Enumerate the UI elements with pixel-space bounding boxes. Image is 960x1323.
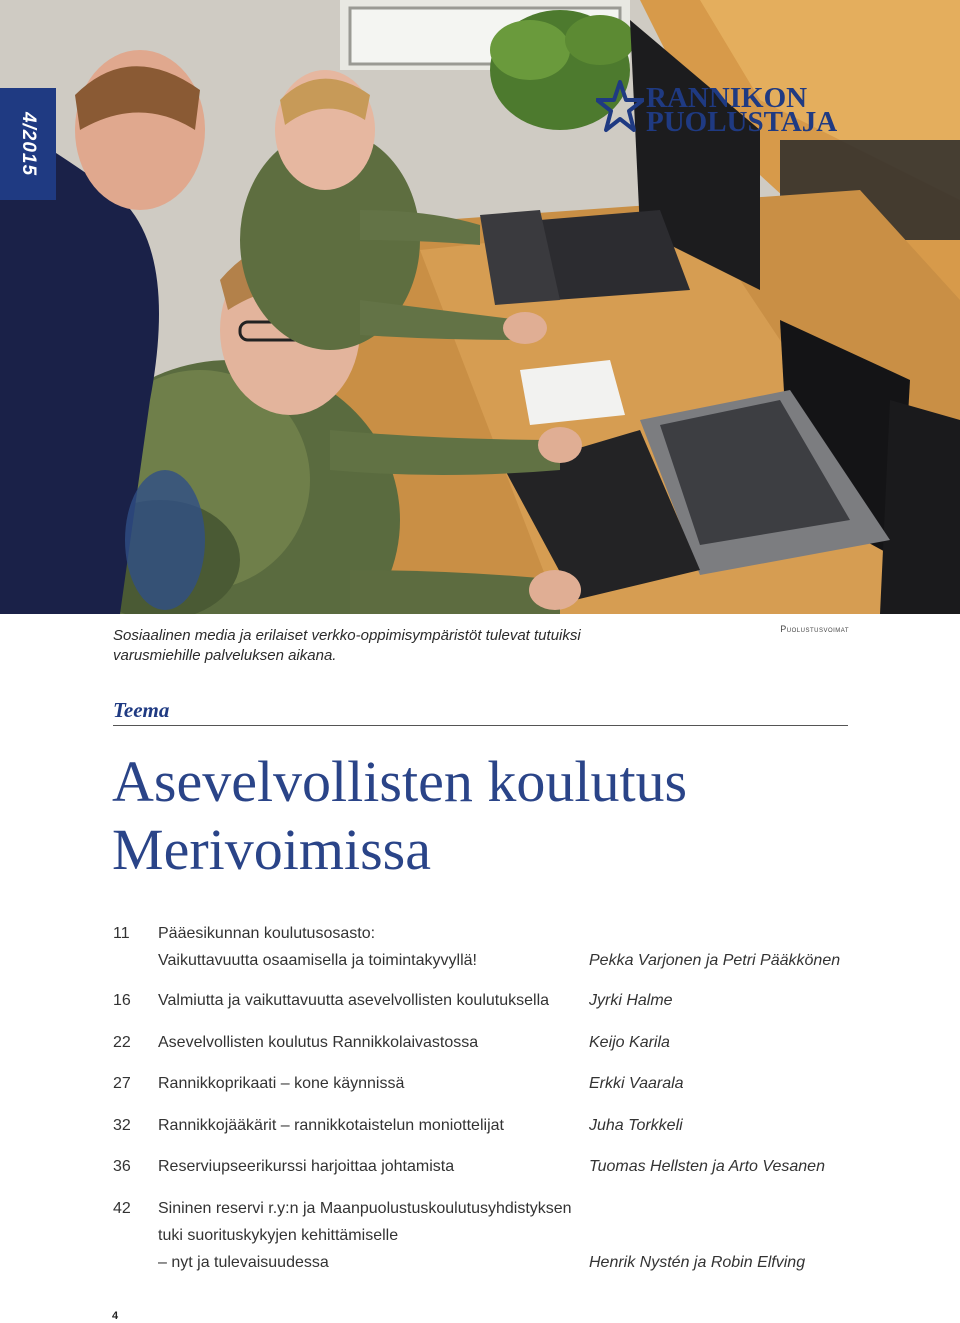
toc-title-line: Sininen reservi r.y:n ja Maanpuolustuskoulutusyhdistyksen (158, 1200, 572, 1217)
toc-page-number: 22 (113, 1034, 131, 1051)
section-label: Teema (113, 698, 170, 722)
section-divider (113, 725, 848, 726)
photo-caption (113, 626, 613, 666)
photo-credit: Puolustusvoimat (780, 624, 849, 634)
toc-title (158, 1070, 618, 1097)
toc-title (158, 1153, 618, 1180)
page-number: 4 (112, 1310, 119, 1322)
issue-tab-label: 4/2015 (18, 111, 39, 177)
caption-line-2: varusmiehille palveluksen aikana. (113, 647, 337, 664)
toc-page-number: 16 (113, 992, 131, 1009)
toc-author: Keijo Karila (589, 1034, 670, 1051)
logo-line-1: RANNIKON (646, 82, 808, 114)
toc-title (158, 1195, 618, 1276)
toc-page-number: 36 (113, 1158, 131, 1175)
toc-author: Tuomas Hellsten ja Arto Vesanen (589, 1158, 825, 1175)
toc-title-line: tuki suorituskykyjen kehittämiselle (158, 1227, 399, 1244)
star-icon (596, 80, 644, 136)
toc-author: Erkki Vaarala (589, 1075, 684, 1092)
toc-page-number: 11 (113, 925, 130, 942)
page-title-line-2: Merivoimissa (112, 817, 431, 882)
toc-author: Pekka Varjonen ja Petri Pääkkönen (589, 952, 841, 969)
page-title-line-1: Asevelvollisten koulutus (112, 749, 688, 814)
toc-title-line: Valmiutta ja vaikuttavuutta asevelvollisten koulutuksella (158, 992, 550, 1009)
toc-author: Jyrki Halme (589, 992, 673, 1009)
toc-title-line: Reserviupseerikurssi harjoittaa johtamista (158, 1158, 455, 1175)
toc-title-line: Asevelvollisten koulutus Rannikkolaivastossa (158, 1034, 479, 1051)
magazine-logo (596, 80, 856, 140)
toc-page-number: 27 (113, 1075, 131, 1092)
toc-title (158, 920, 618, 974)
caption-line-1: Sosiaalinen media ja erilaiset verkko-oppimisympäristöt tulevat tutuiksi (113, 627, 581, 644)
toc-title-line: Pääesikunnan koulutusosasto: (158, 925, 376, 942)
page-title (112, 748, 872, 884)
toc-title (158, 987, 618, 1014)
toc-title-line: Rannikkoprikaati – kone käynnissä (158, 1075, 405, 1092)
toc-author: Juha Torkkeli (589, 1117, 683, 1134)
toc-page-number: 42 (113, 1200, 131, 1217)
toc-title-line: – nyt ja tulevaisuudessa (158, 1254, 329, 1271)
toc-title (158, 1029, 618, 1056)
issue-tab (0, 88, 56, 200)
toc-title (158, 1112, 618, 1139)
toc-title-line: Vaikuttavuutta osaamisella ja toimintakyvyllä! (158, 952, 477, 969)
toc-title-line: Rannikkojääkärit – rannikkotaistelun moniottelijat (158, 1117, 504, 1134)
toc-author: Henrik Nystén ja Robin Elfving (589, 1254, 806, 1271)
cover-photo (0, 0, 960, 614)
toc-page-number: 32 (113, 1117, 131, 1134)
logo-line-2: PUOLUSTAJA (646, 106, 838, 138)
